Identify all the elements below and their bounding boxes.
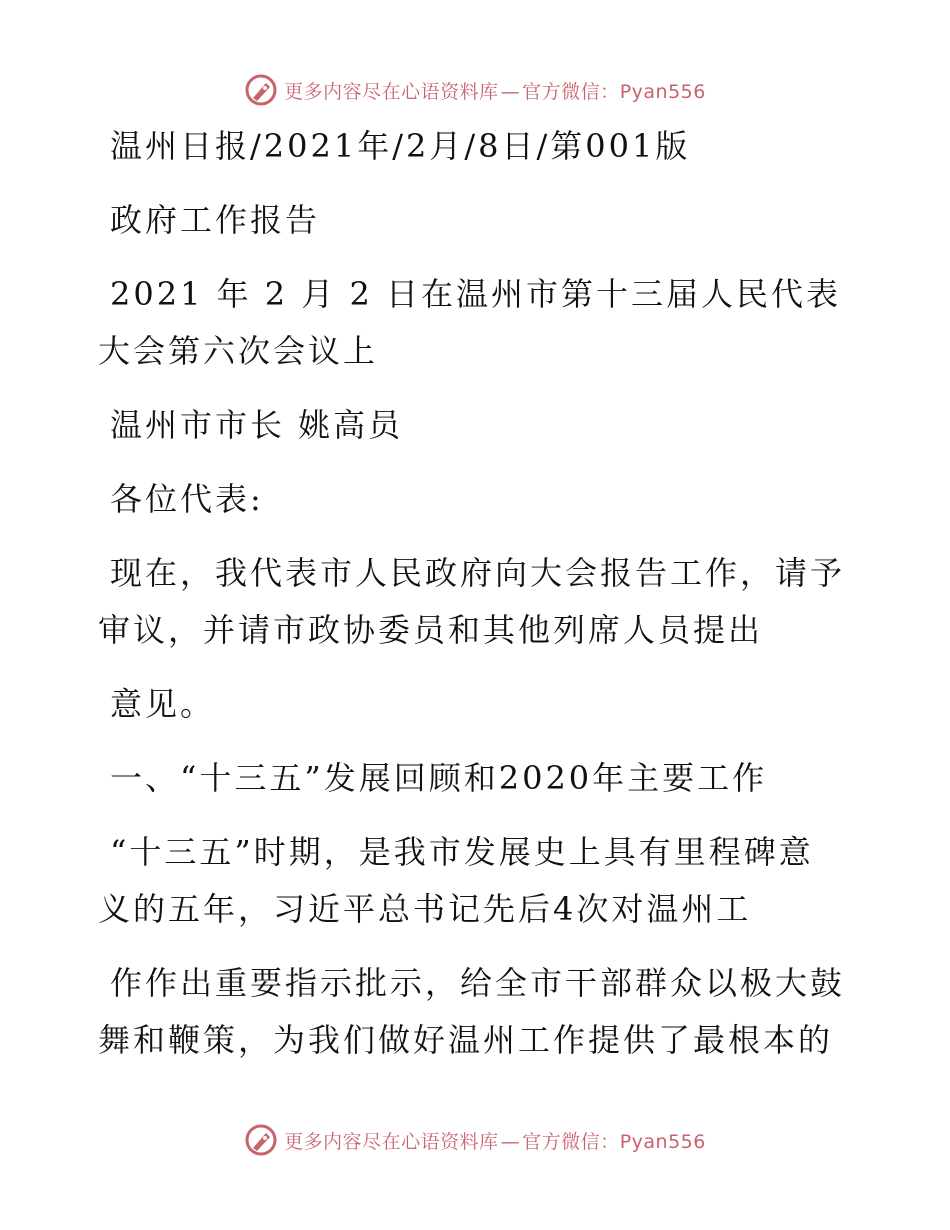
footer-watermark — [0, 1120, 950, 1160]
watermark-contact-label: 官方微信： — [522, 1130, 620, 1153]
watermark-contact-label: 官方微信： — [522, 80, 620, 103]
watermark-dash: — — [500, 1130, 521, 1153]
watermark-contact-id: Pyan556 — [619, 80, 706, 103]
document-paragraph: 温州市市长 姚高员 — [110, 406, 404, 444]
document-paragraph: 作作出重要指示批示，给全市干部群众以极大鼓舞和鞭策，为我们做好温州工作提供了最根本的 — [98, 964, 846, 1059]
header-watermark — [0, 70, 950, 110]
document-paragraph: 现在，我代表市人民政府向大会报告工作，请予审议，并请市政协委员和其他列席人员提出 — [98, 554, 846, 649]
pen-nib-logo-icon — [244, 73, 278, 107]
watermark-contact-id: Pyan556 — [619, 1130, 706, 1153]
document-paragraph: “十三五”时期，是我市发展史上具有里程碑意义的五年，习近平总书记先后4次对温州工 — [98, 833, 814, 928]
watermark-dash: — — [500, 80, 521, 103]
watermark-text — [284, 77, 706, 104]
document-body — [98, 118, 848, 1086]
pen-nib-logo-icon — [244, 1123, 278, 1157]
document-paragraph: 一、“十三五”发展回顾和2020年主要工作 — [110, 759, 768, 797]
document-paragraph: 温州日报/2021年/2月/8日/第001版 — [110, 127, 691, 165]
document-paragraph: 意见。 — [110, 685, 216, 723]
document-paragraph: 2021 年 2 月 2 日在温州市第十三届人民代表大会第六次会议上 — [98, 275, 842, 370]
document-paragraph: 各位代表: — [110, 480, 264, 518]
watermark-site-text: 更多内容尽在心语资料库 — [284, 80, 499, 103]
watermark-text — [284, 1127, 706, 1154]
watermark-site-text: 更多内容尽在心语资料库 — [284, 1130, 499, 1153]
document-paragraph: 政府工作报告 — [110, 201, 321, 239]
